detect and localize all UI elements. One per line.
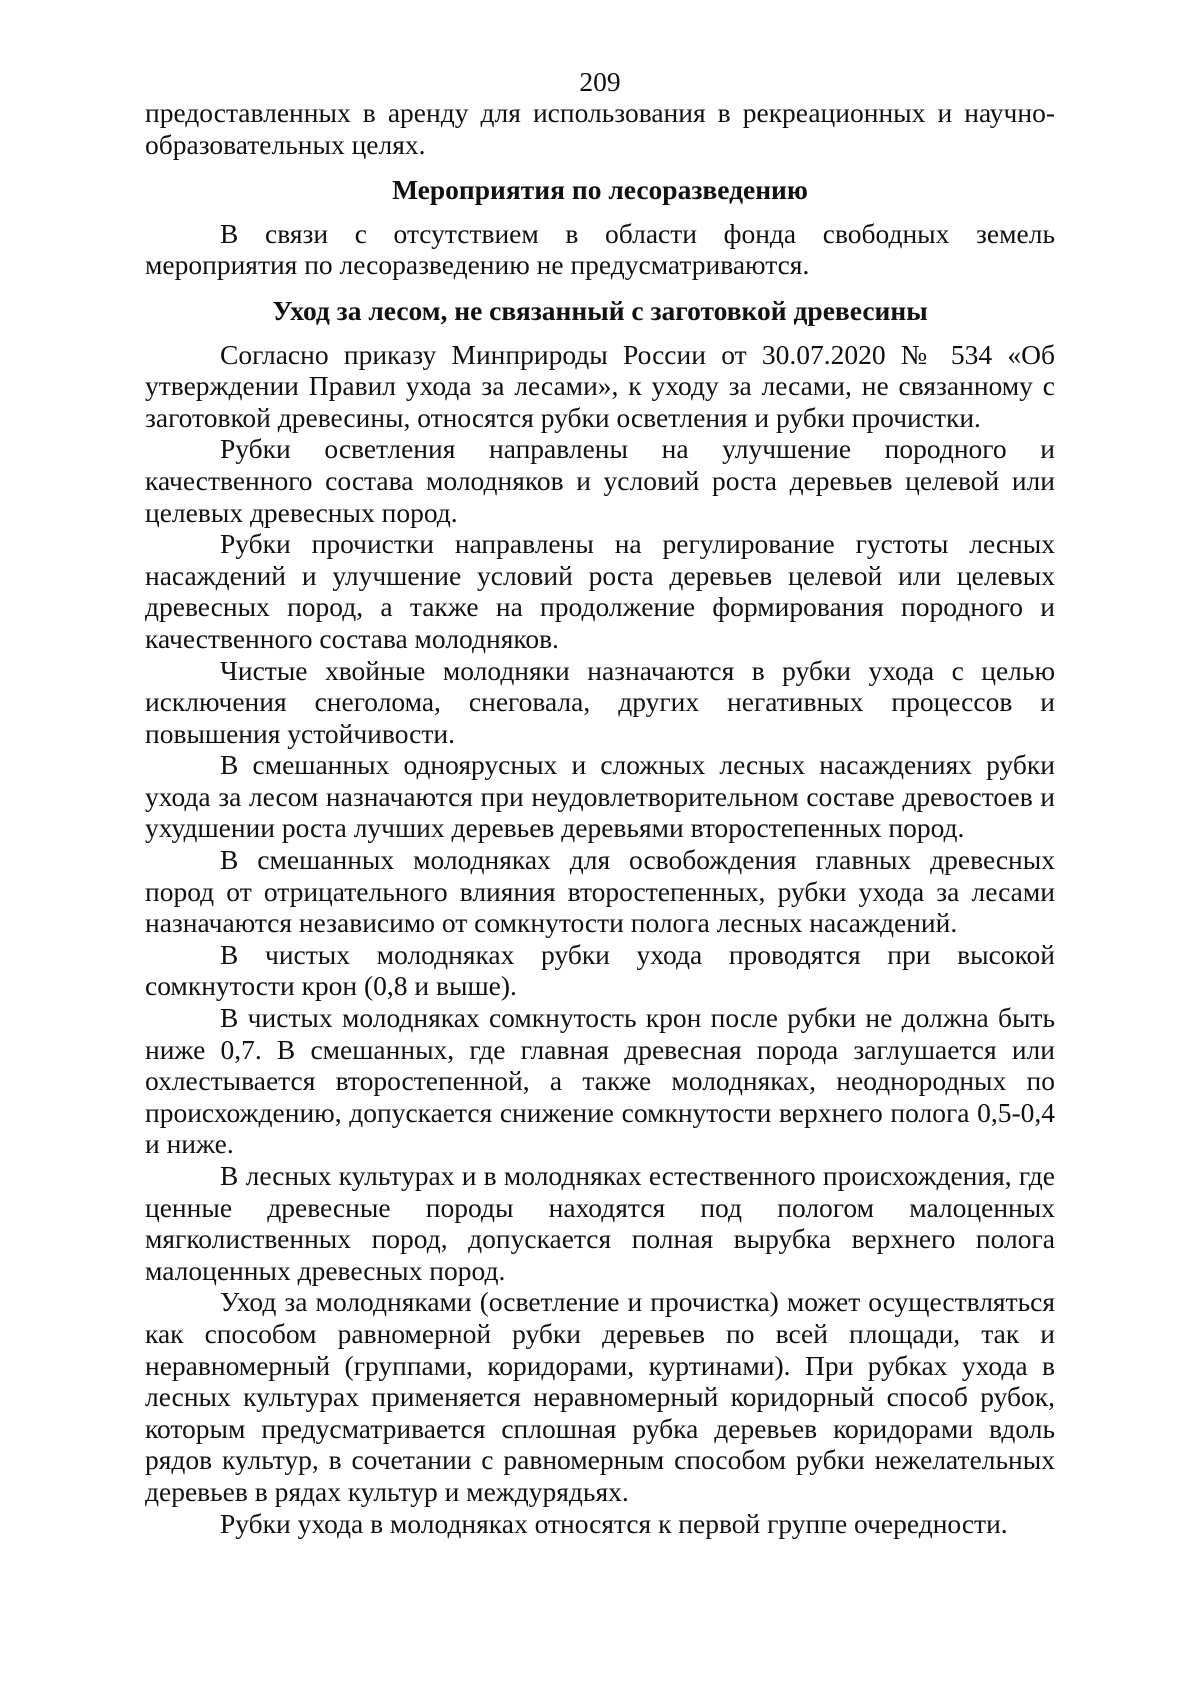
paragraph: В связи с отсутствием в области фонда свободных земель мероприятия по лесоразведению не предусматриваются.: [145, 217, 1055, 281]
paragraph: Рубки прочистки направлены на регулирование густоты лесных насаждений и улучшение условий роста деревьев целевой или целевых древесных пород, а также на продолжение формирования породного и качественного состава молодняков.: [145, 528, 1055, 654]
paragraph: Уход за молодняками (осветление и прочистка) может осуществляться как способом равномерной рубки деревьев по всей площади, так и неравномерный (группами, коридорами, куртинами). При рубках ухода в лесных культурах применяется неравномерный коридорный способ рубок, которым предусматривается сплошная рубка деревьев коридорами вдоль рядов культур, в сочетании с равномерным способом рубки нежелательных деревьев в рядах культур и междурядьях.: [145, 1286, 1055, 1507]
paragraph-continuation: предоставленных в аренду для использования в рекреационных и научно-образовательных целях.: [145, 97, 1055, 160]
paragraph: Согласно приказу Минприроды России от 30.07.2020 № 534 «Об утверждении Правил ухода за лесами», к уходу за лесами, не связанному с заготовкой древесины, относятся рубки осветления и рубки прочистки.: [145, 338, 1055, 433]
paragraph: Чистые хвойные молодняки назначаются в рубки ухода с целью исключения снеголома, снеговала, других негативных процессов и повышения устойчивости.: [145, 654, 1055, 749]
paragraph: В смешанных одноярусных и сложных лесных насаждениях рубки ухода за лесом назначаются при неудовлетворительном составе древостоев и ухудшении роста лучших деревьев деревьями второстепенных пород.: [145, 749, 1055, 844]
paragraph: В чистых молодняках рубки ухода проводятся при высокой сомкнутости крон (0,8 и выше).: [145, 938, 1055, 1002]
section-heading-afforestation: Мероприятия по лесоразведению: [392, 174, 808, 206]
paragraph: В смешанных молодняках для освобождения главных древесных пород от отрицательного влияния второстепенных, рубки ухода за лесами назначаются независимо от сомкнутости полога лесных насаждений.: [145, 844, 1055, 939]
paragraph: В лесных культурах и в молодняках естественного происхождения, где ценные древесные породы находятся под пологом малоценных мягколиственных пород, допускается полная вырубка верхнего полога малоценных древесных пород.: [145, 1160, 1055, 1286]
page-number: 209: [579, 66, 621, 97]
section-heading-forest-care: Уход за лесом, не связанный с заготовкой древесины: [272, 294, 928, 326]
paragraph: В чистых молодняках сомкнутость крон после рубки не должна быть ниже 0,7. В смешанных, где главная древесная порода заглушается или охлестывается второстепенной, а также молодняках, неоднородных по происхождению, допускается снижение сомкнутости верхнего полога 0,5-0,4 и ниже.: [145, 1002, 1055, 1160]
paragraph: Рубки ухода в молодняках относятся к первой группе очередности.: [220, 1507, 1008, 1539]
paragraph: Рубки осветления направлены на улучшение породного и качественного состава молодняков и условий роста деревьев целевой или целевых древесных пород.: [145, 433, 1055, 528]
